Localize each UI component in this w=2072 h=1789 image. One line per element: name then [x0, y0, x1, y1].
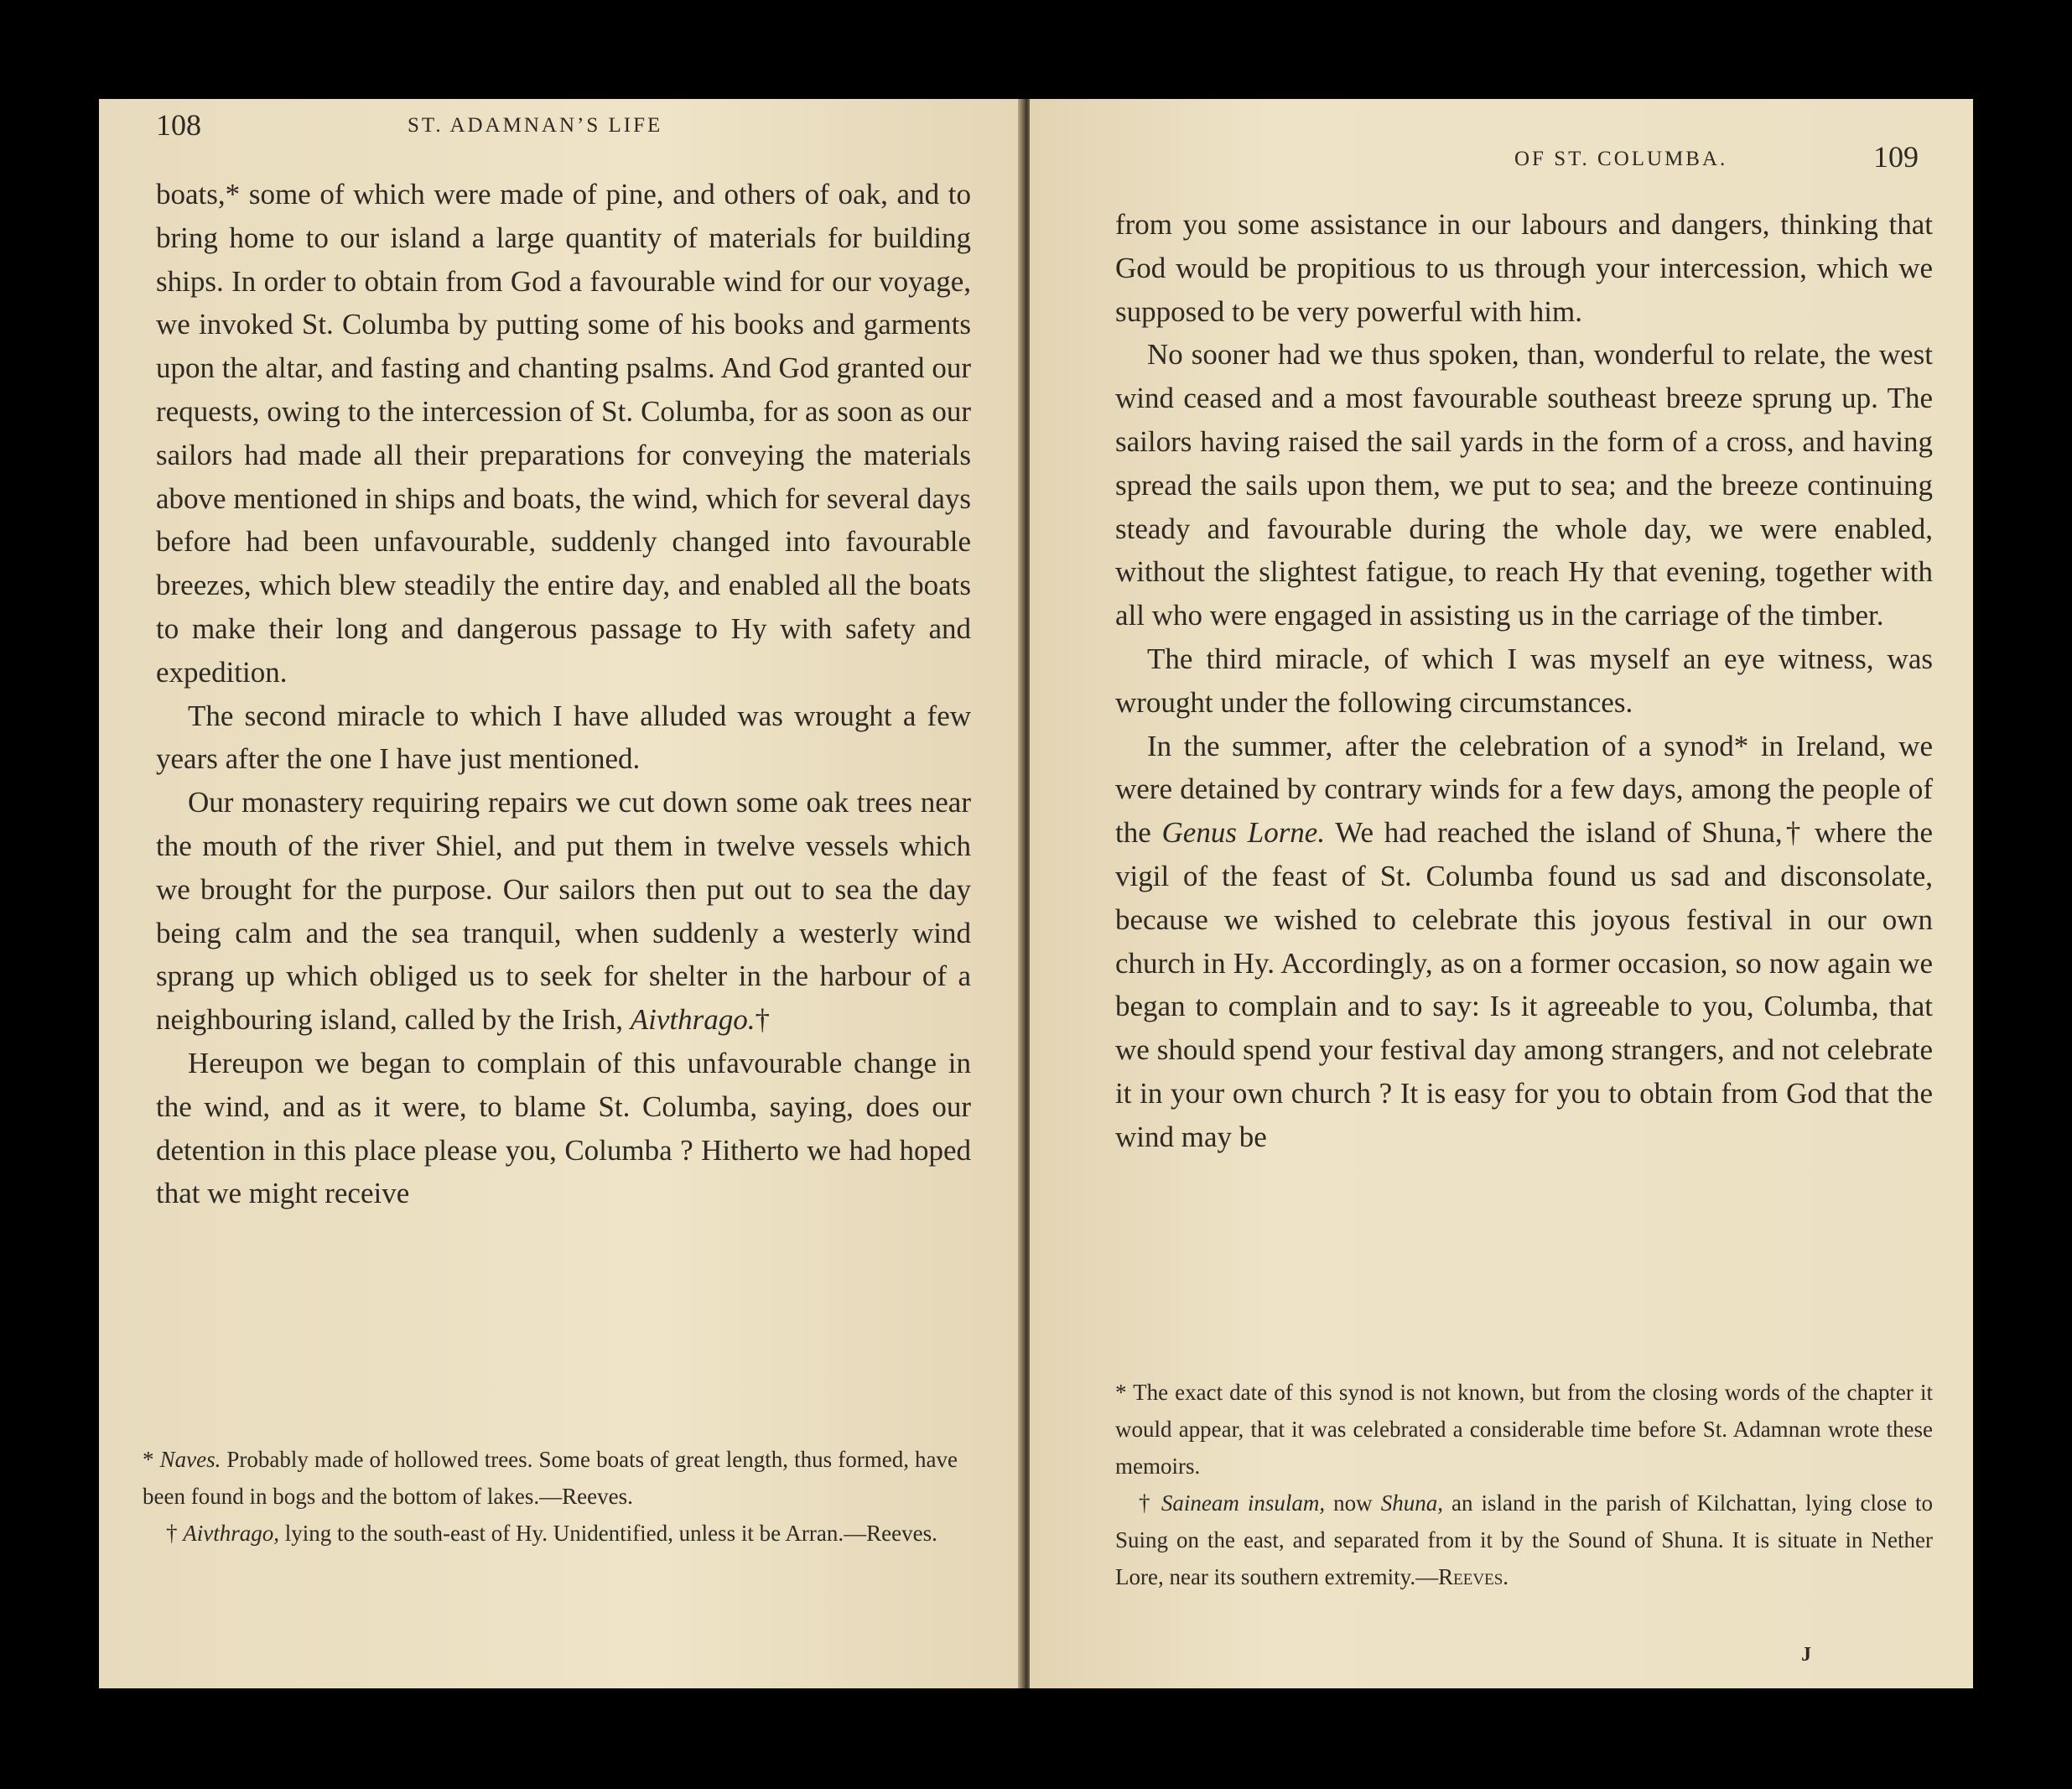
footnote-term: Aivthrago,	[183, 1521, 279, 1546]
paragraph: The second miracle to which I have alluded was wrought a few years after the one I have just mentioned.	[156, 699, 971, 776]
footnote	[1115, 1485, 1933, 1595]
paragraph-text: Our monastery requiring repairs we cut down some oak trees near the mouth of the river Shiel, and put them in twelve vessels which we brought for the purpose. Our sailors then put out to sea the day being calm and the sea tranquil, when suddenly a westerly wind sprang up which obliged us to seek for shelter in the harbour of a neighbouring island, called by the Irish,	[156, 786, 971, 1037]
footnote-marker: †	[755, 1003, 770, 1037]
paragraph	[1115, 725, 1933, 1159]
footnote-text: an island in the parish of Kilchattan, lying close to Suing on the east, and separated from it by the Sound of Shuna. It is situate in Nether Lore, near its southern extremity.—	[1115, 1490, 1934, 1589]
left-page	[99, 99, 1021, 1688]
page-number: 108	[156, 108, 201, 142]
footnote-marker: †	[1139, 1490, 1161, 1516]
paragraph: from you some assistance in our labours and dangers, thinking that God would be propitious to us through your intercession, which we supposed to be very powerful with him.	[1115, 208, 1933, 328]
footnote-marker: *	[143, 1447, 160, 1472]
footnotes	[1115, 1374, 1933, 1595]
paragraph-text: We had reached the island of Shuna,† where the vigil of the feast of St. Columba found us sad and disconsolate, because we wished to celebrate this joyous festival in our own church in Hy. Accordingly, as on a former occasion, so now again we began to complain and to say: Is it agreeable to you, Columba, that we should spend your festival day among strangers, and not celebrate it in your own church ? It is easy for you to obtain from God that the wind may be	[1115, 816, 1933, 1153]
footnote-attribution: Reeves.	[1438, 1564, 1509, 1589]
body-text	[1115, 203, 1933, 1159]
running-head: OF ST. COLUMBA.	[1514, 148, 1728, 170]
italic-place-name: Aivthrago.	[630, 1003, 756, 1037]
footnote-text: now	[1325, 1490, 1381, 1516]
page-number: 109	[1873, 140, 1919, 174]
footnote	[143, 1441, 958, 1515]
paragraph-text: In the summer, after the celebration of a synod* in Ireland, we were detained by contrary winds for a few days, among the people of the	[1115, 729, 1933, 850]
paragraph: No sooner had we thus spoken, than, wonderful to relate, the west wind ceased and a most favourable southeast breeze sprung up. The sailors having raised the sail yards in the form of a cross, and having spread the sails upon them, we put to sea; and the breeze continuing steady and favourable during the whole day, we were enabled, without the slightest fatigue, to reach Hy that evening, together with all who were engaged in assisting us in the carriage of the timber.	[1115, 338, 1933, 632]
paragraph: Hereupon we began to complain of this unfavourable change in the wind, and as it were, to blame St. Columba, saying, does our detention in this place please you, Columba ? Hitherto we had hoped that we might receive	[156, 1046, 971, 1210]
footnote-term: Naves.	[159, 1447, 221, 1472]
footnote-term: Saineam insulam,	[1161, 1490, 1326, 1516]
footnote	[143, 1515, 958, 1552]
paragraph: boats,* some of which were made of pine, and others of oak, and to bring home to our island a large quantity of materials for building ships. In order to obtain from God a favourable wind for our voyage, we invoked St. Columba by putting some of his books and garments upon the altar, and fasting and chanting psalms. And God granted our requests, owing to the intercession of St. Columba, for as soon as our sailors had made all their preparations for conveying the materials above mentioned in ships and boats, the wind, which for several days before had been unfavourable, suddenly changed into favourable breezes, which blew steadily the entire day, and enabled all the boats to make their long and dangerous passage to Hy with safety and expedition.	[156, 178, 971, 689]
right-page	[1030, 99, 1973, 1688]
footnote-text: lying to the south-east of Hy. Unidentified, unless it be Arran.—Reeves.	[279, 1521, 937, 1546]
footnote-text: The exact date of this synod is not known, but from the closing words of the chapter it would appear, that it was celebrated a considerable time before St. Adamnan wrote these memoirs.	[1115, 1380, 1933, 1479]
footnote-marker: †	[166, 1521, 184, 1546]
book-spread	[99, 99, 1973, 1688]
footnote-text: Probably made of hollowed trees. Some boats of great length, thus formed, have been found in bogs and the bottom of lakes.—Reeves.	[143, 1447, 958, 1509]
body-text	[156, 173, 971, 1215]
footnote-term: Shuna,	[1380, 1490, 1443, 1516]
footnote	[1115, 1374, 1933, 1485]
paragraph: The third miracle, of which I was myself an eye witness, was wrought under the following circumstances.	[1115, 642, 1933, 719]
footnotes	[143, 1441, 958, 1552]
italic-people-name: Genus Lorne.	[1161, 816, 1326, 850]
signature-mark: J	[1801, 1644, 1811, 1666]
paragraph	[156, 781, 971, 1042]
footnote-marker: *	[1115, 1380, 1134, 1405]
running-head: ST. ADAMNAN’S LIFE	[408, 114, 663, 137]
